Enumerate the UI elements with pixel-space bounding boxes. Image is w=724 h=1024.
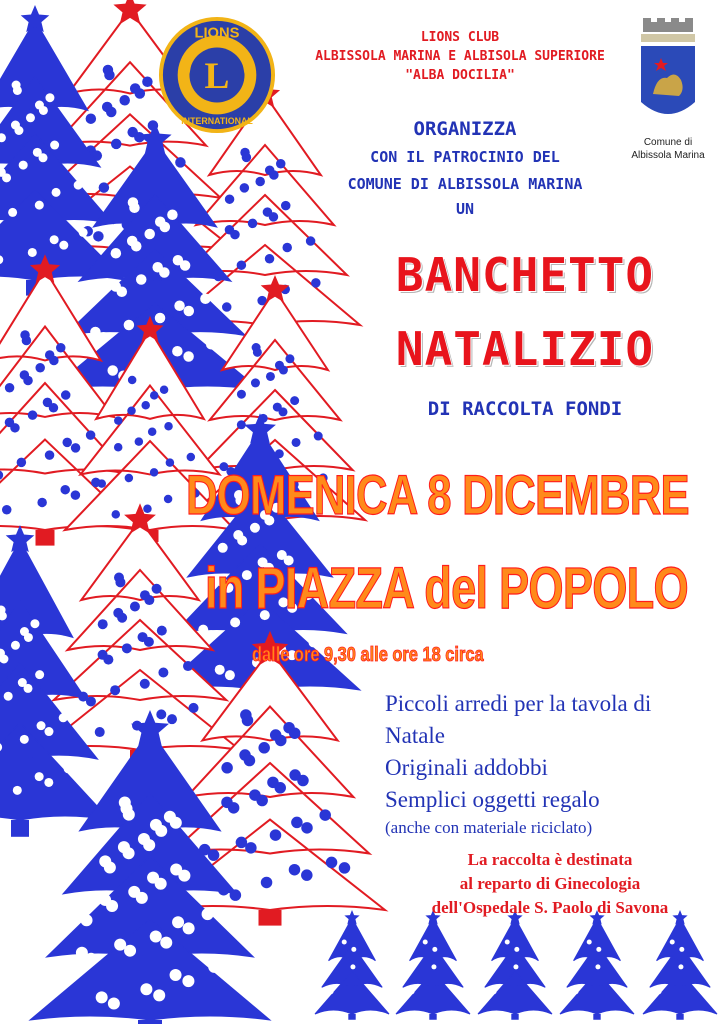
- ornament-icon: [115, 577, 125, 587]
- ornament-icon: [111, 248, 122, 259]
- patrocinio-line: CON IL PATROCINIO DEL: [370, 148, 560, 166]
- ornament-icon: [129, 203, 140, 214]
- ornament-icon: [285, 354, 294, 363]
- ornament-icon: [206, 630, 216, 640]
- ornament-icon: [103, 655, 113, 665]
- ornament-icon: [306, 236, 316, 246]
- ornament-icon: [206, 339, 217, 350]
- ornament-icon: [679, 947, 684, 952]
- ornament-icon: [339, 862, 351, 874]
- ornament-icon: [240, 183, 250, 193]
- ornament-icon: [182, 975, 194, 987]
- ornament-icon: [141, 401, 150, 410]
- destination-line3: dell'Ospedale S. Paolo di Savona: [431, 898, 669, 917]
- ornament-icon: [253, 348, 262, 357]
- ornament-icon: [17, 458, 27, 468]
- ornament-icon: [60, 485, 70, 495]
- ornament-icon: [143, 505, 152, 514]
- ornament-icon: [290, 396, 299, 405]
- lions-club-logo: [158, 16, 276, 134]
- ornament-icon: [104, 70, 115, 81]
- ornament-icon: [124, 320, 135, 331]
- ornament-icon: [237, 536, 247, 546]
- ornament-icon: [208, 961, 220, 973]
- ornament-icon: [160, 937, 172, 949]
- logo-bottom-text: INTERNATIONAL: [181, 116, 253, 127]
- ornament-icon: [228, 802, 240, 814]
- ornament-icon: [342, 940, 347, 945]
- ornament-icon: [37, 721, 46, 730]
- ornament-icon: [656, 989, 661, 994]
- ornament-icon: [131, 241, 142, 252]
- ornament-icon: [14, 126, 23, 135]
- ornament-icon: [28, 248, 37, 257]
- ornament-icon: [35, 201, 44, 210]
- ornament-icon: [45, 93, 54, 102]
- ornament-icon: [153, 989, 165, 1001]
- items-list: [385, 688, 651, 840]
- ornament-icon: [248, 219, 258, 229]
- ornament-icon: [49, 403, 59, 413]
- ornament-icon: [678, 964, 683, 969]
- ornament-icon: [44, 727, 53, 736]
- ornament-icon: [319, 809, 331, 821]
- ornament-icon: [98, 619, 108, 629]
- subtitle: DI RACCOLTA FONDI: [427, 398, 623, 420]
- christmas-tree-icon: [560, 910, 634, 1020]
- item-note: (anche con materiale riciclato): [385, 818, 593, 837]
- ornament-icon: [123, 809, 135, 821]
- ornament-icon: [160, 222, 171, 233]
- ornament-icon: [587, 940, 592, 945]
- ornament-icon: [491, 989, 496, 994]
- ornament-icon: [208, 849, 220, 861]
- ornament-icon: [5, 383, 15, 393]
- ornament-icon: [152, 584, 162, 594]
- ornament-icon: [39, 106, 48, 115]
- ornament-icon: [189, 703, 199, 713]
- ornament-icon: [86, 430, 96, 440]
- ornament-icon: [52, 188, 61, 197]
- ornament-icon: [119, 95, 129, 106]
- ornament-icon: [11, 641, 20, 650]
- ornament-icon: [164, 422, 173, 431]
- logo-letter: L: [204, 55, 230, 97]
- ornament-icon: [97, 479, 106, 488]
- ornament-icon: [35, 363, 45, 373]
- ornament-icon: [142, 77, 153, 88]
- ornament-icon: [130, 601, 140, 611]
- ornament-icon: [225, 670, 235, 680]
- ornament-icon: [144, 595, 154, 605]
- ornament-icon: [22, 336, 32, 346]
- ornament-icon: [423, 940, 428, 945]
- ornament-icon: [251, 378, 260, 387]
- ornament-icon: [95, 727, 105, 737]
- ornament-icon: [150, 391, 159, 400]
- ornament-icon: [328, 989, 333, 994]
- ornament-icon: [155, 825, 167, 837]
- ornament-icon: [670, 940, 675, 945]
- ornament-icon: [111, 139, 122, 150]
- ornament-icon: [24, 633, 33, 642]
- ornament-icon: [37, 498, 47, 508]
- destination-line1: La raccolta è destinata: [467, 850, 633, 869]
- club-subtitle: "ALBA DOCILIA": [405, 68, 515, 83]
- club-header: [280, 28, 640, 85]
- crest-caption-line1: Comune di: [643, 137, 693, 148]
- ornament-icon: [20, 735, 29, 744]
- ornament-icon: [81, 914, 93, 926]
- ornament-icon: [114, 443, 123, 452]
- ornament-icon: [183, 661, 193, 671]
- ornament-icon: [289, 864, 301, 876]
- comune-line: COMUNE DI ALBISSOLA MARINA: [347, 175, 583, 193]
- ornament-icon: [175, 157, 186, 168]
- ornament-icon: [275, 735, 287, 747]
- ornament-icon: [39, 153, 48, 162]
- ornament-icon: [218, 543, 228, 553]
- ornament-icon: [86, 113, 97, 124]
- title-line2: NATALIZIO: [395, 322, 655, 376]
- ornament-icon: [24, 684, 33, 693]
- ornament-icon: [237, 390, 246, 399]
- ornament-icon: [157, 626, 167, 636]
- organizza-label: ORGANIZZA: [413, 118, 517, 140]
- ornament-icon: [266, 372, 275, 381]
- ornament-icon: [62, 438, 72, 448]
- ornament-icon: [514, 947, 519, 952]
- ornament-icon: [505, 940, 510, 945]
- ornament-icon: [156, 709, 166, 719]
- ornament-icon: [409, 989, 414, 994]
- ornament-icon: [104, 861, 116, 873]
- ornament-icon: [143, 839, 155, 851]
- ornament-icon: [314, 432, 323, 441]
- ornament-icon: [269, 212, 279, 222]
- ornament-icon: [135, 437, 144, 446]
- ornament-icon: [2, 173, 11, 182]
- ornament-icon: [23, 376, 33, 386]
- ornament-icon: [74, 181, 83, 190]
- ornament-icon: [513, 964, 518, 969]
- ornament-icon: [112, 510, 121, 519]
- ornament-icon: [71, 490, 81, 500]
- ornament-icon: [159, 267, 170, 278]
- ornament-icon: [35, 772, 44, 781]
- ornament-icon: [172, 346, 183, 357]
- ornament-icon: [183, 351, 194, 362]
- item-3: Originali addobbi: [385, 755, 548, 780]
- ornament-icon: [30, 619, 39, 628]
- ornament-icon: [297, 775, 309, 787]
- ornament-icon: [184, 306, 195, 317]
- ornament-icon: [350, 964, 355, 969]
- ornament-icon: [289, 727, 301, 739]
- un-line: UN: [455, 200, 475, 218]
- ornament-icon: [124, 945, 136, 957]
- ornament-icon: [244, 755, 256, 767]
- christmas-tree-icon: [643, 910, 717, 1020]
- ornament-icon: [122, 643, 132, 653]
- christmas-tree-icon: [396, 910, 470, 1020]
- ornament-icon: [180, 260, 191, 271]
- ornament-icon: [183, 922, 195, 934]
- ornament-icon: [255, 177, 265, 187]
- ornament-icon: [258, 742, 270, 754]
- ornament-icon: [187, 453, 196, 462]
- ornament-icon: [128, 376, 137, 385]
- ornament-icon: [431, 964, 436, 969]
- ornament-icon: [596, 947, 601, 952]
- crest-caption-line2: Albissola Marina: [631, 150, 705, 161]
- ornament-icon: [172, 916, 184, 928]
- ornament-icon: [155, 878, 167, 890]
- ornament-icon: [106, 107, 117, 118]
- ornament-icon: [79, 228, 88, 237]
- ornament-icon: [13, 786, 22, 795]
- logo-top-text: LIONS: [194, 25, 240, 42]
- ornament-icon: [164, 495, 173, 504]
- ornament-icon: [292, 438, 301, 447]
- ornament-icon: [270, 829, 282, 841]
- ornament-icon: [19, 161, 28, 170]
- ornament-icon: [432, 947, 437, 952]
- ornament-icon: [35, 670, 44, 679]
- ornament-icon: [114, 416, 123, 425]
- ornament-icon: [50, 235, 59, 244]
- ornament-icon: [301, 822, 313, 834]
- ornament-icon: [127, 407, 136, 416]
- ornament-icon: [0, 470, 3, 480]
- ornament-icon: [110, 685, 120, 695]
- ornament-icon: [595, 964, 600, 969]
- ornament-icon: [107, 365, 118, 376]
- ornament-icon: [269, 170, 279, 180]
- ornament-icon: [49, 356, 59, 366]
- ornament-icon: [56, 343, 65, 353]
- club-location: ALBISSOLA MARINA E ALBISOLA SUPERIORE: [315, 49, 605, 64]
- ornament-icon: [279, 407, 288, 416]
- comune-crest-icon: [635, 18, 701, 128]
- ornament-icon: [8, 208, 17, 217]
- ornament-icon: [117, 287, 128, 298]
- ornament-icon: [265, 254, 275, 264]
- item-1: Piccoli arredi per la tavola di: [385, 691, 652, 716]
- ornament-icon: [245, 842, 257, 854]
- ornament-icon: [59, 713, 68, 722]
- club-name: LIONS CLUB: [420, 30, 500, 45]
- ornament-icon: [158, 667, 168, 677]
- ornament-icon: [136, 274, 147, 285]
- ornament-icon: [71, 443, 81, 453]
- ornament-icon: [174, 301, 185, 312]
- ornament-icon: [178, 870, 190, 882]
- event-hours: dalle ore 9,30 alle ore 18 circa: [252, 644, 484, 666]
- ornament-icon: [326, 857, 338, 869]
- ornament-icon: [170, 817, 182, 829]
- ornament-icon: [140, 983, 152, 995]
- ornament-icon: [155, 313, 166, 324]
- christmas-tree-icon: [315, 910, 389, 1020]
- ornament-icon: [144, 229, 155, 240]
- ornament-icon: [86, 696, 96, 706]
- ornament-icon: [117, 613, 127, 623]
- ornament-icon: [225, 194, 235, 204]
- item-2: Natale: [385, 723, 446, 748]
- ornament-icon: [150, 930, 162, 942]
- ornament-icon: [311, 278, 321, 288]
- event-date: DOMENICA 8 DICEMBRE: [186, 463, 689, 526]
- ornament-icon: [242, 715, 254, 727]
- ornament-icon: [170, 969, 182, 981]
- ornament-icon: [351, 947, 356, 952]
- ornament-icon: [98, 332, 109, 343]
- ornament-icon: [256, 795, 268, 807]
- event-place: in PIAZZA del POPOLO: [205, 556, 688, 621]
- ornament-icon: [242, 153, 252, 163]
- ornament-icon: [13, 86, 22, 95]
- ornament-icon: [140, 679, 150, 689]
- ornament-icon: [150, 468, 159, 477]
- ornament-icon: [166, 458, 175, 467]
- ornament-icon: [50, 141, 59, 150]
- ornament-icon: [167, 714, 177, 724]
- ornament-icon: [230, 230, 240, 240]
- ornament-icon: [96, 991, 108, 1003]
- ornament-icon: [160, 386, 169, 395]
- ornament-icon: [45, 450, 55, 460]
- ornament-icon: [215, 665, 225, 675]
- ornament-icon: [291, 817, 303, 829]
- ornament-icon: [222, 967, 234, 979]
- ornament-icon: [4, 692, 13, 701]
- ornament-icon: [136, 892, 148, 904]
- ornament-icon: [276, 159, 286, 169]
- ornament-icon: [135, 88, 146, 99]
- ornament-icon: [28, 410, 38, 420]
- ornament-icon: [573, 989, 578, 994]
- ornament-icon: [64, 764, 73, 773]
- ornament-icon: [106, 900, 118, 912]
- ornament-icon: [148, 428, 157, 437]
- ornament-icon: [274, 782, 286, 794]
- ornament-icon: [125, 474, 134, 483]
- ornament-icon: [59, 241, 68, 250]
- ornament-icon: [282, 243, 292, 253]
- ornament-icon: [221, 762, 233, 774]
- ornament-icon: [123, 847, 135, 859]
- ornament-icon: [301, 869, 313, 881]
- ornament-icon: [222, 302, 232, 312]
- ornament-icon: [93, 231, 104, 242]
- ornament-icon: [10, 423, 19, 433]
- destination-line2: al reparto di Ginecologia: [459, 874, 641, 893]
- christmas-tree-icon: [478, 910, 552, 1020]
- item-4: Semplici oggetti regalo: [385, 787, 600, 812]
- destination-text: [385, 848, 715, 920]
- ornament-icon: [237, 260, 247, 270]
- title-line1: BANCHETTO: [395, 248, 655, 302]
- ornament-icon: [99, 182, 110, 193]
- ornament-icon: [200, 294, 211, 305]
- ornament-icon: [26, 113, 35, 122]
- ornament-icon: [144, 637, 154, 647]
- ornament-icon: [85, 953, 97, 965]
- ornament-icon: [279, 366, 288, 375]
- ornament-icon: [167, 210, 178, 221]
- ornament-icon: [202, 908, 214, 920]
- ornament-icon: [2, 505, 12, 514]
- ornament-icon: [61, 390, 71, 400]
- ornament-icon: [108, 997, 120, 1009]
- ornament-icon: [44, 778, 53, 787]
- ornament-icon: [261, 877, 273, 889]
